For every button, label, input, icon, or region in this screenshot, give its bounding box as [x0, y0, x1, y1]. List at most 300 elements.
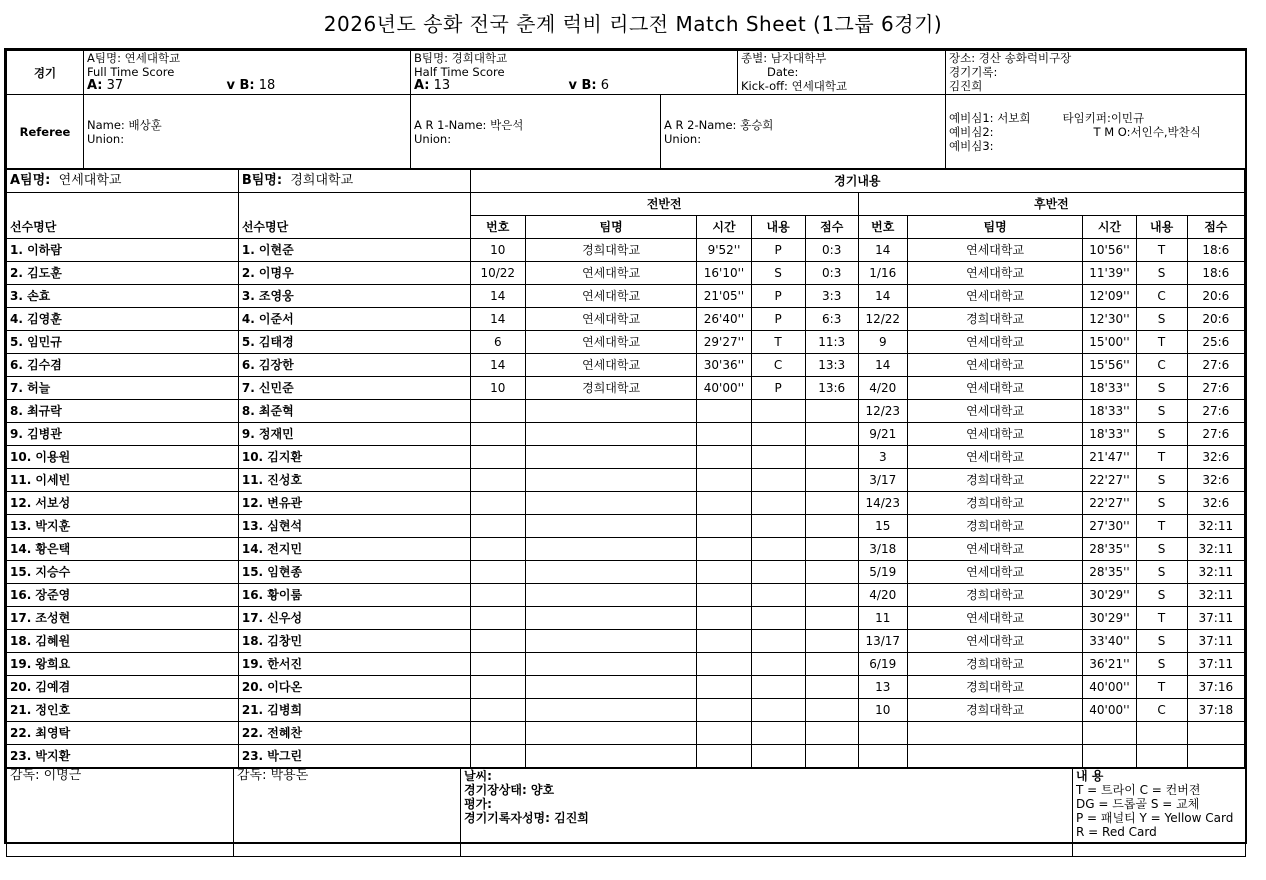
table-row — [7, 331, 1245, 354]
second-half-number: 5/19 — [858, 561, 907, 584]
a-full-score: 37 — [106, 78, 124, 93]
second-half-col-header: 번호 — [858, 216, 907, 239]
first-half-team — [525, 699, 697, 722]
first-half-number — [470, 538, 525, 561]
first-half-col-header: 번호 — [470, 216, 525, 239]
weather: 날씨: — [464, 769, 492, 783]
first-half-col-header: 내용 — [751, 216, 805, 239]
second-half-number: 6/19 — [858, 653, 907, 676]
second-half-score: 18:6 — [1187, 262, 1244, 285]
player-b: 3. 조영웅 — [238, 285, 470, 308]
referee-label: Referee — [7, 95, 84, 169]
first-half-type — [751, 630, 805, 653]
first-half-type — [751, 745, 805, 768]
evaluation: 평가: — [464, 797, 492, 811]
first-half-team — [525, 676, 697, 699]
table-row — [7, 492, 1245, 515]
second-half-score: 32:6 — [1187, 469, 1244, 492]
first-half-team — [525, 722, 697, 745]
venue-cell — [946, 51, 1246, 95]
player-b: 1. 이현준 — [238, 239, 470, 262]
first-half-score — [805, 607, 858, 630]
referee-union: Union: — [87, 131, 125, 146]
second-half-type: S — [1136, 469, 1187, 492]
second-half-type: T — [1136, 515, 1187, 538]
first-half-team — [525, 630, 697, 653]
full-time-score — [87, 79, 407, 93]
player-b: 13. 심현석 — [238, 515, 470, 538]
second-half-time: 28'35'' — [1083, 538, 1136, 561]
player-a: 18. 김혜원 — [7, 630, 239, 653]
second-half-type: T — [1136, 331, 1187, 354]
first-half-number — [470, 745, 525, 768]
second-half-score: 37:11 — [1187, 607, 1244, 630]
b-half-score: 6 — [600, 78, 610, 93]
first-half-type: P — [751, 377, 805, 400]
player-a: 14. 황은택 — [7, 538, 239, 561]
first-half-number — [470, 469, 525, 492]
table-row — [7, 354, 1245, 377]
first-half-header: 전반전 — [470, 193, 858, 216]
first-half-type: S — [751, 262, 805, 285]
second-half-score: 27:6 — [1187, 400, 1244, 423]
player-a: 9. 김병관 — [7, 423, 239, 446]
first-half-time: 9'52'' — [697, 239, 751, 262]
second-half-type: S — [1136, 584, 1187, 607]
first-half-score: 13:3 — [805, 354, 858, 377]
player-a: 10. 이용원 — [7, 446, 239, 469]
recorder-name: 김진희 — [949, 79, 983, 93]
second-half-number: 3 — [858, 446, 907, 469]
first-half-type: P — [751, 239, 805, 262]
second-half-score: 37:18 — [1187, 699, 1244, 722]
second-half-score: 32:11 — [1187, 538, 1244, 561]
first-half-time: 26'40'' — [697, 308, 751, 331]
first-half-time — [697, 492, 751, 515]
first-half-team — [525, 745, 697, 768]
second-half-number: 4/20 — [858, 377, 907, 400]
second-half-number — [858, 745, 907, 768]
second-half-team: 경희대학교 — [907, 492, 1083, 515]
legend-line-4: R = Red Card — [1076, 825, 1157, 839]
ar1-name: A R 1-Name: 박은석 — [414, 117, 524, 132]
match-sheet — [4, 48, 1247, 844]
second-half-time — [1083, 745, 1136, 768]
table-row — [7, 745, 1245, 768]
table-row — [7, 515, 1245, 538]
second-half-team: 경희대학교 — [907, 308, 1083, 331]
first-half-number — [470, 699, 525, 722]
second-half-time: 28'35'' — [1083, 561, 1136, 584]
second-half-time: 22'27'' — [1083, 469, 1136, 492]
player-b: 15. 임현종 — [238, 561, 470, 584]
second-half-team: 연세대학교 — [907, 377, 1083, 400]
table-row — [7, 561, 1245, 584]
second-half-number: 9 — [858, 331, 907, 354]
division: 종별: 남자대학부 — [741, 51, 827, 65]
first-half-type — [751, 699, 805, 722]
player-a: 2. 김도훈 — [7, 262, 239, 285]
second-half-type — [1136, 722, 1187, 745]
table-row — [7, 676, 1245, 699]
second-half-type: T — [1136, 239, 1187, 262]
first-half-type — [751, 561, 805, 584]
second-half-time: 33'40'' — [1083, 630, 1136, 653]
second-half-score: 37:16 — [1187, 676, 1244, 699]
second-half-time: 10'56'' — [1083, 239, 1136, 262]
legend-line-2: DG = 드롭골 S = 교체 — [1076, 797, 1200, 811]
first-half-type: T — [751, 331, 805, 354]
first-half-col-header: 시간 — [697, 216, 751, 239]
player-b: 21. 김병희 — [238, 699, 470, 722]
second-half-number: 12/22 — [858, 308, 907, 331]
second-half-type: S — [1136, 262, 1187, 285]
second-half-time: 30'29'' — [1083, 584, 1136, 607]
first-half-number — [470, 515, 525, 538]
second-half-team: 연세대학교 — [907, 423, 1083, 446]
second-half-team: 연세대학교 — [907, 538, 1083, 561]
first-half-score: 6:3 — [805, 308, 858, 331]
first-half-team — [525, 538, 697, 561]
second-half-time: 15'56'' — [1083, 354, 1136, 377]
first-half-score — [805, 492, 858, 515]
player-a: 12. 서보성 — [7, 492, 239, 515]
vb-label: v B: — [226, 78, 255, 93]
coach-a: 감독: 이명근 — [7, 769, 234, 857]
second-half-number: 14 — [858, 239, 907, 262]
first-half-team: 연세대학교 — [525, 354, 697, 377]
first-half-time — [697, 745, 751, 768]
player-a: 1. 이하람 — [7, 239, 239, 262]
second-half-time: 36'21'' — [1083, 653, 1136, 676]
first-half-score: 0:3 — [805, 262, 858, 285]
first-half-score — [805, 630, 858, 653]
second-half-score: 32:11 — [1187, 584, 1244, 607]
first-half-type — [751, 423, 805, 446]
player-b: 6. 김장한 — [238, 354, 470, 377]
player-b: 5. 김태경 — [238, 331, 470, 354]
second-half-number — [858, 722, 907, 745]
first-half-team: 연세대학교 — [525, 331, 697, 354]
first-half-col-header: 팀명 — [525, 216, 697, 239]
ar2-cell — [661, 95, 946, 169]
second-half-time: 18'33'' — [1083, 423, 1136, 446]
player-b: 18. 김창민 — [238, 630, 470, 653]
a-half-score: 13 — [433, 78, 451, 93]
first-half-team — [525, 446, 697, 469]
second-half-time: 40'00'' — [1083, 676, 1136, 699]
second-half-number: 14 — [858, 285, 907, 308]
a-half-label: A: — [414, 78, 430, 93]
second-half-score — [1187, 745, 1244, 768]
first-half-type: C — [751, 354, 805, 377]
first-half-number: 14 — [470, 354, 525, 377]
second-half-team: 경희대학교 — [907, 653, 1083, 676]
first-half-type — [751, 584, 805, 607]
second-half-type: C — [1136, 354, 1187, 377]
second-half-team: 연세대학교 — [907, 239, 1083, 262]
second-half-score: 20:6 — [1187, 285, 1244, 308]
second-half-time — [1083, 722, 1136, 745]
first-half-team: 연세대학교 — [525, 308, 697, 331]
first-half-team — [525, 607, 697, 630]
ar2-name: A R 2-Name: 홍승희 — [664, 117, 774, 132]
b-team-name: B팀명: 경희대학교 — [414, 51, 508, 65]
second-half-team: 경희대학교 — [907, 469, 1083, 492]
player-b: 4. 이준서 — [238, 308, 470, 331]
first-half-time — [697, 561, 751, 584]
table-row — [7, 699, 1245, 722]
second-half-number: 13 — [858, 676, 907, 699]
half-time-label: Half Time Score — [414, 65, 505, 79]
first-half-score — [805, 446, 858, 469]
first-half-type — [751, 607, 805, 630]
first-half-time: 30'36'' — [697, 354, 751, 377]
first-half-number — [470, 630, 525, 653]
first-half-time — [697, 676, 751, 699]
second-half-team: 연세대학교 — [907, 285, 1083, 308]
first-half-team — [525, 492, 697, 515]
first-half-time — [697, 515, 751, 538]
second-half-team: 경희대학교 — [907, 676, 1083, 699]
first-half-time: 40'00'' — [697, 377, 751, 400]
roster-events-table — [6, 169, 1245, 768]
referee-cell — [84, 95, 411, 169]
a-score-label: A: — [87, 78, 103, 93]
second-half-score: 27:6 — [1187, 423, 1244, 446]
player-a: 20. 김예겸 — [7, 676, 239, 699]
first-half-score — [805, 745, 858, 768]
table-row — [7, 607, 1245, 630]
first-half-time — [697, 630, 751, 653]
table-row — [7, 377, 1245, 400]
referee-name: Name: 배상훈 — [87, 117, 162, 132]
player-b: 22. 전혜찬 — [238, 722, 470, 745]
player-b: 9. 정재민 — [238, 423, 470, 446]
first-half-score — [805, 584, 858, 607]
second-half-time: 27'30'' — [1083, 515, 1136, 538]
second-half-time: 15'00'' — [1083, 331, 1136, 354]
first-half-score — [805, 469, 858, 492]
ar1-cell — [411, 95, 661, 169]
first-half-time — [697, 423, 751, 446]
table-row — [7, 423, 1245, 446]
first-half-number — [470, 607, 525, 630]
first-half-number — [470, 492, 525, 515]
ar1-union: Union: — [414, 131, 452, 146]
first-half-time — [697, 446, 751, 469]
second-half-type: T — [1136, 676, 1187, 699]
content-header: 경기내용 — [470, 170, 1244, 193]
recorder-label: 경기기록: — [949, 65, 998, 79]
table-row — [7, 446, 1245, 469]
first-half-team — [525, 561, 697, 584]
first-half-score: 0:3 — [805, 239, 858, 262]
first-half-team — [525, 584, 697, 607]
second-half-number: 3/17 — [858, 469, 907, 492]
first-half-team: 연세대학교 — [525, 285, 697, 308]
legend-line-3: P = 패널티 Y = Yellow Card — [1076, 811, 1234, 825]
first-half-score — [805, 400, 858, 423]
recorder-signature: 경기기록자성명: 김진희 — [464, 811, 589, 825]
player-b: 14. 전지민 — [238, 538, 470, 561]
player-a: 6. 김수겸 — [7, 354, 239, 377]
second-half-time: 12'09'' — [1083, 285, 1136, 308]
second-half-time: 30'29'' — [1083, 607, 1136, 630]
second-half-score: 27:6 — [1187, 377, 1244, 400]
second-half-header: 후반전 — [858, 193, 1244, 216]
first-half-type — [751, 492, 805, 515]
first-half-score: 11:3 — [805, 331, 858, 354]
first-half-score — [805, 699, 858, 722]
first-half-team — [525, 400, 697, 423]
coach-b: 감독: 박용돈 — [234, 769, 461, 857]
second-half-score: 32:11 — [1187, 515, 1244, 538]
second-half-type: S — [1136, 538, 1187, 561]
second-half-type — [1136, 745, 1187, 768]
player-b: 8. 최준혁 — [238, 400, 470, 423]
player-b: 11. 진성호 — [238, 469, 470, 492]
full-time-label: Full Time Score — [87, 65, 175, 79]
second-half-team: 경희대학교 — [907, 515, 1083, 538]
second-half-team: 연세대학교 — [907, 630, 1083, 653]
second-half-col-header: 팀명 — [907, 216, 1083, 239]
table-row — [7, 239, 1245, 262]
first-half-time — [697, 722, 751, 745]
second-half-score: 18:6 — [1187, 239, 1244, 262]
player-b: 19. 한서진 — [238, 653, 470, 676]
second-half-team: 연세대학교 — [907, 331, 1083, 354]
player-b: 2. 이명우 — [238, 262, 470, 285]
header-table — [6, 50, 1246, 169]
second-half-number: 10 — [858, 699, 907, 722]
second-half-team: 연세대학교 — [907, 400, 1083, 423]
player-b: 17. 신우성 — [238, 607, 470, 630]
player-a: 15. 지승수 — [7, 561, 239, 584]
first-half-time — [697, 584, 751, 607]
first-half-time: 16'10'' — [697, 262, 751, 285]
second-half-col-header: 시간 — [1083, 216, 1136, 239]
second-half-score: 20:6 — [1187, 308, 1244, 331]
table-row — [7, 262, 1245, 285]
first-half-type — [751, 446, 805, 469]
player-b: 23. 박그린 — [238, 745, 470, 768]
player-a: 4. 김영훈 — [7, 308, 239, 331]
second-half-type: T — [1136, 446, 1187, 469]
first-half-type — [751, 538, 805, 561]
table-row — [7, 630, 1245, 653]
first-half-number — [470, 584, 525, 607]
b-team-header: B팀명: 경희대학교 — [238, 170, 470, 193]
second-half-score: 37:11 — [1187, 653, 1244, 676]
first-half-team: 경희대학교 — [525, 239, 697, 262]
first-half-number: 10 — [470, 377, 525, 400]
player-a: 19. 왕희요 — [7, 653, 239, 676]
player-a: 21. 정인호 — [7, 699, 239, 722]
table-row — [7, 538, 1245, 561]
match-date: Date: — [767, 65, 799, 79]
first-half-score — [805, 515, 858, 538]
second-half-col-header: 내용 — [1136, 216, 1187, 239]
second-half-team: 연세대학교 — [907, 561, 1083, 584]
second-half-number: 3/18 — [858, 538, 907, 561]
first-half-time: 29'27'' — [697, 331, 751, 354]
b-roster-label: 선수명단 — [238, 216, 470, 239]
page-title: 2026년도 송화 전국 춘계 럭비 리그전 Match Sheet (1그룹 6경기) — [323, 12, 943, 36]
second-half-score: 37:11 — [1187, 630, 1244, 653]
first-half-time — [697, 400, 751, 423]
b-team-cell — [411, 51, 738, 95]
table-row — [7, 285, 1245, 308]
second-half-time: 22'27'' — [1083, 492, 1136, 515]
footer-table — [6, 768, 1246, 857]
first-half-score: 13:6 — [805, 377, 858, 400]
second-half-type: C — [1136, 285, 1187, 308]
first-half-team — [525, 469, 697, 492]
kickoff: Kick-off: 연세대학교 — [741, 79, 848, 93]
first-half-type — [751, 515, 805, 538]
a-team-name: A팀명: 연세대학교 — [87, 51, 181, 65]
first-half-time — [697, 538, 751, 561]
first-half-score — [805, 423, 858, 446]
first-half-team — [525, 423, 697, 446]
match-notes — [461, 769, 1073, 857]
first-half-score: 3:3 — [805, 285, 858, 308]
first-half-team — [525, 653, 697, 676]
second-half-number: 9/21 — [858, 423, 907, 446]
second-half-team — [907, 745, 1083, 768]
first-half-type: P — [751, 308, 805, 331]
table-row — [7, 400, 1245, 423]
first-half-score — [805, 561, 858, 584]
table-row — [7, 469, 1245, 492]
first-half-number — [470, 423, 525, 446]
player-b: 7. 신민준 — [238, 377, 470, 400]
ar2-union: Union: — [664, 131, 702, 146]
player-b: 12. 변유관 — [238, 492, 470, 515]
first-half-type — [751, 676, 805, 699]
second-half-number: 14 — [858, 354, 907, 377]
player-b: 16. 황이룸 — [238, 584, 470, 607]
first-half-col-header: 점수 — [805, 216, 858, 239]
first-half-number — [470, 722, 525, 745]
second-half-number: 15 — [858, 515, 907, 538]
division-cell — [738, 51, 946, 95]
second-half-number: 4/20 — [858, 584, 907, 607]
second-half-team — [907, 722, 1083, 745]
table-row — [7, 584, 1245, 607]
reserve-2: 예비심2: T M O:서인수,박찬식 — [949, 124, 1201, 139]
player-a: 3. 손효 — [7, 285, 239, 308]
second-half-type: S — [1136, 423, 1187, 446]
first-half-time — [697, 699, 751, 722]
reserve-1: 예비심1: 서보희 타임키퍼:이민규 — [949, 110, 1145, 125]
venue: 장소: 경산 송화럭비구장 — [949, 51, 1072, 65]
second-half-score: 25:6 — [1187, 331, 1244, 354]
game-label: 경기 — [7, 51, 84, 95]
second-half-time: 21'47'' — [1083, 446, 1136, 469]
second-half-score: 32:6 — [1187, 492, 1244, 515]
second-half-time: 18'33'' — [1083, 400, 1136, 423]
reserve-3: 예비심3: — [949, 138, 994, 153]
a-blank — [7, 193, 239, 216]
first-half-type — [751, 722, 805, 745]
first-half-time — [697, 653, 751, 676]
half-time-score — [414, 79, 734, 93]
player-a: 5. 임민규 — [7, 331, 239, 354]
second-half-type: T — [1136, 607, 1187, 630]
first-half-number — [470, 676, 525, 699]
